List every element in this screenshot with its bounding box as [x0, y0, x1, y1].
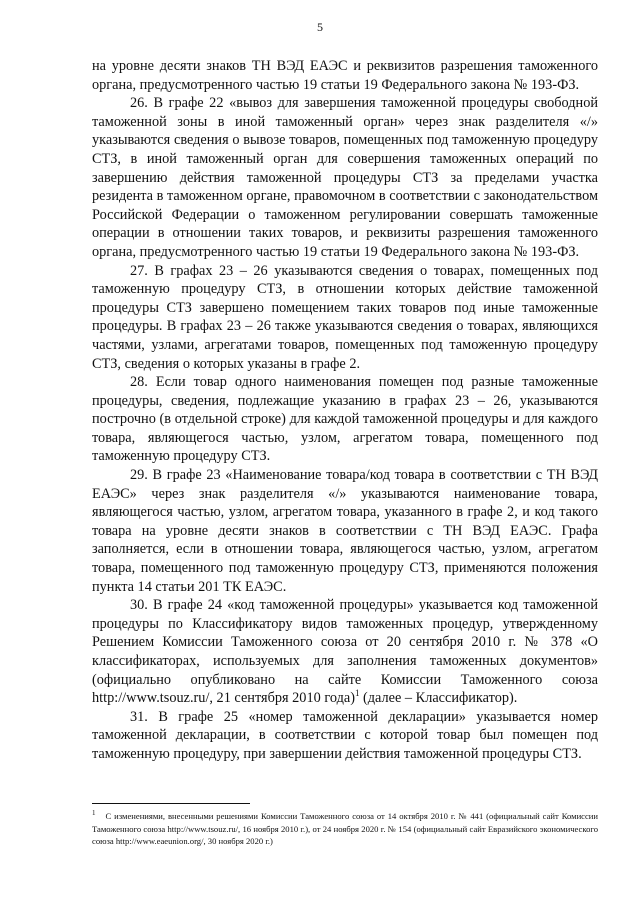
- paragraph-continuation: на уровне десяти знаков ТН ВЭД ЕАЭС и реквизитов разрешения таможенного органа, предусмотренного частью 19 статьи 19 Федерального закона № 193-ФЗ.: [92, 58, 598, 93]
- page-number: 5: [317, 20, 323, 34]
- footnote-mark: 1: [92, 809, 96, 818]
- footnotes: [92, 810, 598, 848]
- paragraph-30-tail: (далее – Классификатор).: [359, 690, 518, 707]
- footnote-separator: [92, 803, 250, 804]
- paragraph-28: 28. Если товар одного наименования помещен под разные таможенные процедуры, сведения, подлежащие указанию в графах 23 – 26, указываются построчно (в отдельной строке) для каждой таможенной процедуры и для каждого товара, являющегося частью, узлом, агрегатом товара, помещенного под таможенную процедуру СТЗ.: [92, 374, 598, 465]
- paragraph-29: 29. В графе 23 «Наименование товара/код товара в соответствии с ТН ВЭД ЕАЭС» через знак разделителя «/» указываются наименование товара, являющегося частью, узлом, агрегатом товара, указанного в графе 2, и код такого товара на уровне десяти знаков в соответствии с ТН ВЭД ЕАЭС. Графа заполняется, если в отношении товара, являющегося частью, узлом, агрегатом товара, помещенного под таможенную процедуру СТЗ, применяются положения пункта 14 статьи 201 ТК ЕАЭС.: [92, 467, 598, 595]
- document-body: [92, 57, 598, 764]
- paragraph-30-text: 30. В графе 24 «код таможенной процедуры» указывается код таможенной процедуры по Классификатору видов таможенных процедур, утвержденному Решением Комиссии Таможенного союза от 20 сентября 2010 г. № 378 «О классификаторах, используемых для заполнения таможенных документов» (официально опубликовано на сайте Комиссии Таможенного союза http://www.tsouz.ru/, 21 сентября 2010 года): [92, 597, 598, 707]
- footnote-reference[interactable]: 1: [354, 688, 360, 699]
- paragraph-31: 31. В графе 25 «номер таможенной декларации» указывается номер таможенной декларации, в соответствии с которой товар был помещен под таможенную процедуру, при завершении действия таможенной процедуры СТЗ.: [92, 708, 598, 762]
- paragraph-27: 27. В графах 23 – 26 указываются сведения о товарах, помещенных под таможенную процедуру СТЗ, в отношении которых действие таможенной процедуры СТЗ завершено помещением таких товаров под иные таможенные процедуры. В графах 23 – 26 также указываются сведения о товарах, являющихся частями, узлами, агрегатами товаров, помещенных под таможенную процедуру СТЗ, сведения о которых указаны в графе 2.: [92, 262, 598, 372]
- paragraph-26: 26. В графе 22 «вывоз для завершения таможенной процедуры свободной таможенной зоны в иной таможенный орган» через знак разделителя «/» указываются сведения о вывозе товаров, помещенных под таможенную процедуру СТЗ, в иной таможенный орган для совершения таможенных операций по завершению действия таможенной процедуры СТЗ за пределами участка резидента в таможенном органе, правомочном в соответствии с законодательством Российской Федерации о таможенном регулировании совершать таможенные операции в отношении таких товаров, и реквизиты разрешения таможенного органа, предусмотренного частью 19 статьи 19 Федерального закона № 193-ФЗ.: [92, 95, 598, 260]
- paragraph-30: [92, 596, 598, 708]
- footnote-text: С изменениями, внесенными решениями Комиссии Таможенного союза от 14 октября 2010 г. № 441 (официальный сайт Комиссии Таможенного союза http://www.tsouz.ru/, 16 ноября 2010 г.), от 24 ноября 2020 г. № 154 (официальный сайт Евразийского экономического союза http://www.eaeunion.org/, 30 ноября 2020 г.): [92, 811, 598, 847]
